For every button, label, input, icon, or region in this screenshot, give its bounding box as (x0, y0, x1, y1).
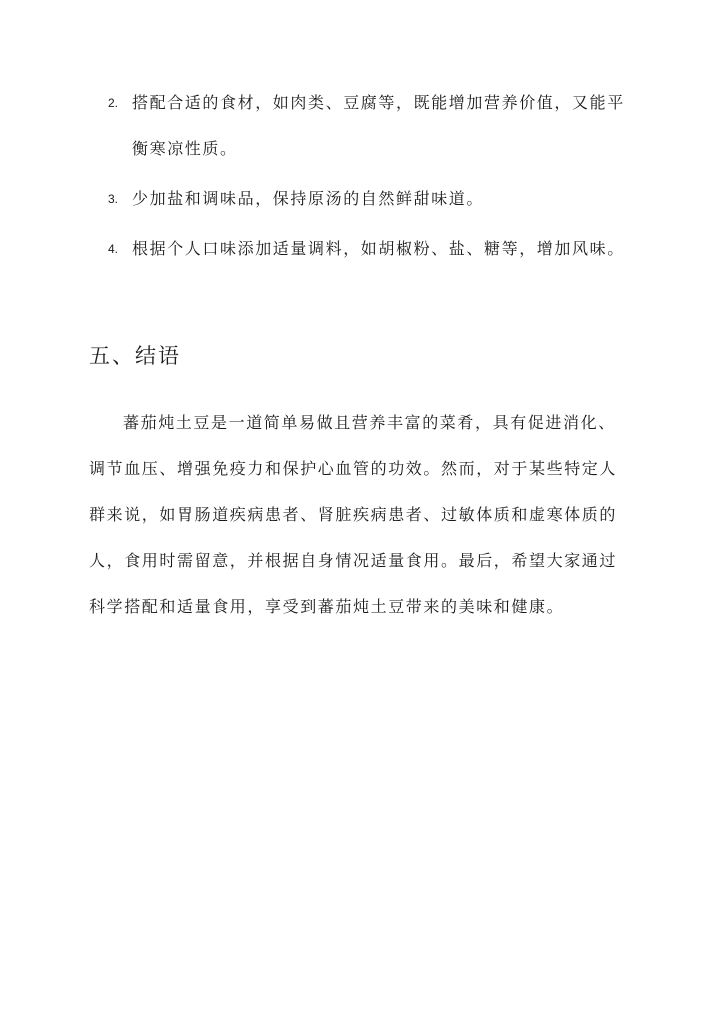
list-item-number: 3. (108, 192, 119, 206)
tips-list (108, 80, 628, 272)
list-item-number: 4. (108, 242, 119, 256)
list-item-number: 2. (108, 96, 119, 110)
conclusion-paragraph: 蕃茄炖土豆是一道简单易做且营养丰富的菜肴，具有促进消化、调节血压、增强免疫力和保护心血管的功效。然而，对于某些特定人群来说，如胃肠道疾病患者、肾脏疾病患者、过敏体质和虚寒体质的人，食用时需留意，并根据自身情况适量食用。最后，希望大家通过科学搭配和适量食用，享受到蕃茄炖土豆带来的美味和健康。 (89, 413, 618, 616)
list-item-text: 根据个人口味添加适量调料，如胡椒粉、盐、糖等，增加风味。 (132, 239, 625, 258)
section-heading: 五、结语 (89, 344, 181, 368)
list-item (108, 80, 628, 172)
list-item-text: 少加盐和调味品，保持原汤的自然鲜甜味道。 (132, 189, 485, 208)
list-item-text: 搭配合适的食材，如肉类、豆腐等，既能增加营养价值，又能平衡寒凉性质。 (132, 93, 625, 158)
list-item (108, 226, 628, 272)
list-item (108, 176, 628, 222)
